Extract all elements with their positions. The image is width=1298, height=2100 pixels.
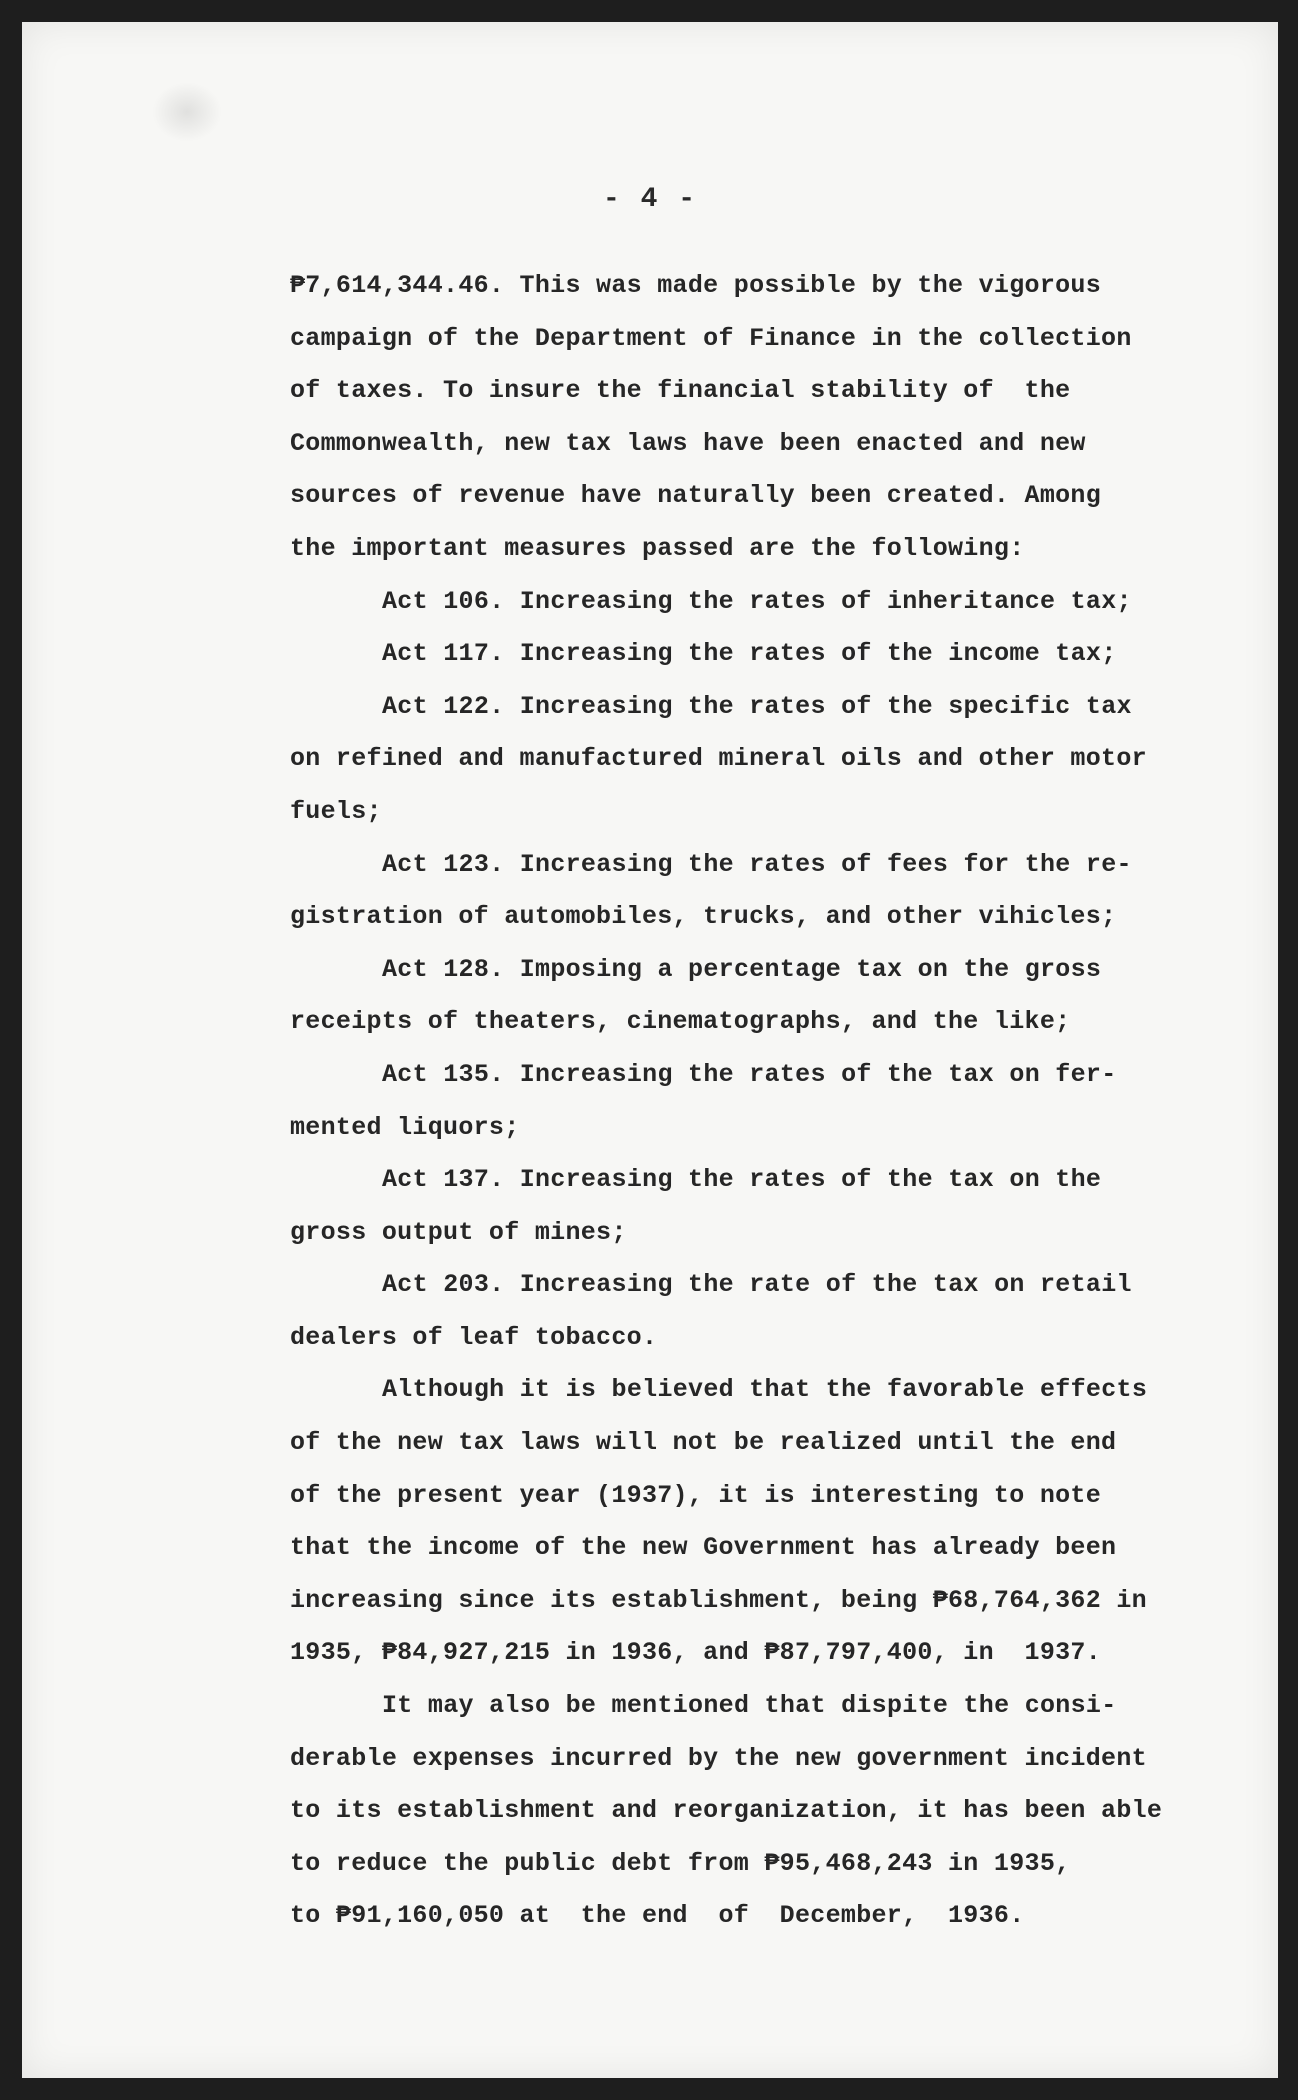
text-line: 1935, ₱84,927,215 in 1936, and ₱87,797,400, in 1937. (290, 1638, 1102, 1668)
text-line: of the new tax laws will not be realized until the end (290, 1428, 1117, 1458)
text-line: to ₱91,160,050 at the end of December, 1936. (290, 1901, 1025, 1931)
text-line: gistration of automobiles, trucks, and other vihicles; (290, 902, 1117, 932)
text-line: that the income of the new Government has already been (290, 1533, 1117, 1563)
text-line: increasing since its establishment, being ₱68,764,362 in (290, 1585, 1147, 1615)
text-line: of the present year (1937), it is interesting to note (290, 1480, 1102, 1510)
text-line: It may also be mentioned that dispite the consi- (382, 1691, 1117, 1721)
page-number: - 4 - (602, 184, 697, 215)
text-line: Act 128. Imposing a percentage tax on the gross (382, 954, 1102, 984)
text-line: Act 123. Increasing the rates of fees for the re- (382, 849, 1132, 879)
text-line: to reduce the public debt from ₱95,468,243 in 1935, (290, 1848, 1071, 1878)
text-line: on refined and manufactured mineral oils and other motor (290, 744, 1147, 774)
text-line: Act 122. Increasing the rates of the specific tax (382, 691, 1132, 721)
text-line: derable expenses incurred by the new government incident (290, 1743, 1147, 1773)
text-line: sources of revenue have naturally been created. Among (290, 481, 1102, 511)
text-line: campaign of the Department of Finance in the collection (290, 323, 1132, 353)
text-line: Commonwealth, new tax laws have been enacted and new (290, 428, 1086, 458)
text-line: mented liquors; (290, 1112, 520, 1142)
text-line: Act 137. Increasing the rates of the tax on the (382, 1165, 1102, 1195)
text-line: to its establishment and reorganization, it has been able (290, 1796, 1163, 1826)
page-smudge (152, 82, 222, 142)
text-line: of taxes. To insure the financial stability of the (290, 376, 1071, 406)
text-line: ₱7,614,344.46. This was made possible by the vigorous (290, 271, 1102, 300)
text-line: Act 135. Increasing the rates of the tax on fer- (382, 1059, 1117, 1089)
text-line: the important measures passed are the following: (290, 533, 1025, 563)
text-line: Although it is believed that the favorable effects (382, 1375, 1148, 1405)
document-body (290, 260, 1250, 1943)
text-line: dealers of leaf tobacco. (290, 1322, 658, 1352)
text-line: Act 106. Increasing the rates of inheritance tax; (382, 586, 1132, 616)
text-line: Act 203. Increasing the rate of the tax on retail (382, 1270, 1132, 1300)
document-page (22, 22, 1278, 2078)
text-line: Act 117. Increasing the rates of the income tax; (382, 639, 1117, 669)
text-line: receipts of theaters, cinematographs, and the like; (290, 1007, 1071, 1037)
text-line: gross output of mines; (290, 1217, 627, 1247)
text-line: fuels; (290, 796, 382, 826)
